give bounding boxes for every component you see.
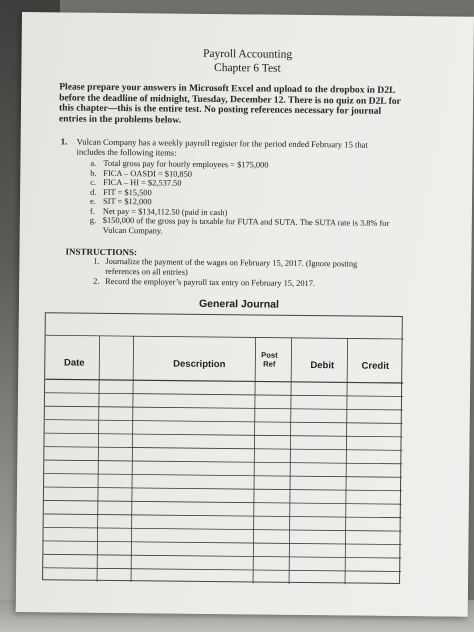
list-item — [93, 277, 393, 290]
item-marker: 1. — [93, 256, 100, 266]
journal-title: General Journal — [198, 297, 279, 311]
item-text: Journalize the payment of the wages on February 15, 2017. (Ignore posting references on all entries) — [105, 256, 358, 277]
item-text: Record the employer’s payroll tax entry on February 15, 2017. — [105, 276, 316, 289]
document-subtitle: Chapter 6 Test — [214, 62, 281, 75]
column-header-date: Date — [63, 357, 85, 369]
column-header-post-ref: Post Ref — [261, 350, 278, 369]
item-marker: b. — [90, 168, 97, 178]
item-marker: c. — [90, 177, 97, 187]
item-text: FIT = $15,500 — [103, 187, 152, 197]
problem-item-list — [90, 159, 391, 238]
column-header-debit: Debit — [310, 360, 335, 372]
list-item — [90, 216, 390, 238]
item-marker: f. — [89, 206, 95, 216]
column-rule — [97, 336, 100, 582]
item-text: Total gross pay for hourly employees = $175,000 — [103, 158, 269, 170]
document-title: Payroll Accounting — [202, 47, 293, 61]
intro-paragraph: Please prepare your answers in Microsoft Excel and upload to the dropbox in D2L before the deadline of midnight, Tuesday, December 12. There is no quiz on D2L for this chapter—this is the entire test. No posting references necessary for journal entries in the problems below. — [58, 81, 401, 126]
item-marker: e. — [89, 196, 96, 206]
general-journal-table — [42, 312, 403, 584]
item-marker: d. — [90, 187, 97, 197]
column-rule — [131, 336, 134, 582]
item-marker: g. — [89, 215, 97, 225]
item-marker: a. — [90, 158, 97, 168]
column-header-description: Description — [173, 358, 226, 371]
column-rule — [345, 338, 348, 584]
problem-text: Vulcan Company has a weekly payroll register for the period ended February 15 that includes the following items: — [76, 136, 369, 158]
column-rule — [289, 338, 292, 584]
journal-grid — [43, 313, 404, 585]
item-text: $150,000 of the gross pay is taxable for FUTA and SUTA. The SUTA rate is 3.8% for Vulcan Company. — [102, 215, 390, 235]
column-header-credit: Credit — [361, 360, 390, 372]
column-rule — [253, 337, 256, 583]
item-marker: 2. — [93, 276, 100, 286]
instructions-heading: INSTRUCTIONS: — [65, 246, 138, 258]
item-text: FICA – OASDI = $10,850 — [103, 168, 193, 179]
instructions-list — [93, 257, 393, 291]
item-text: SIT = $12,000 — [102, 196, 152, 207]
item-text: Net pay = $134,112.50 (paid in cash) — [102, 206, 228, 217]
test-sheet — [16, 12, 474, 617]
item-text: FICA – HI = $2,537.50 — [103, 177, 182, 188]
list-item — [93, 257, 393, 279]
problem-number: 1. — [60, 136, 68, 147]
